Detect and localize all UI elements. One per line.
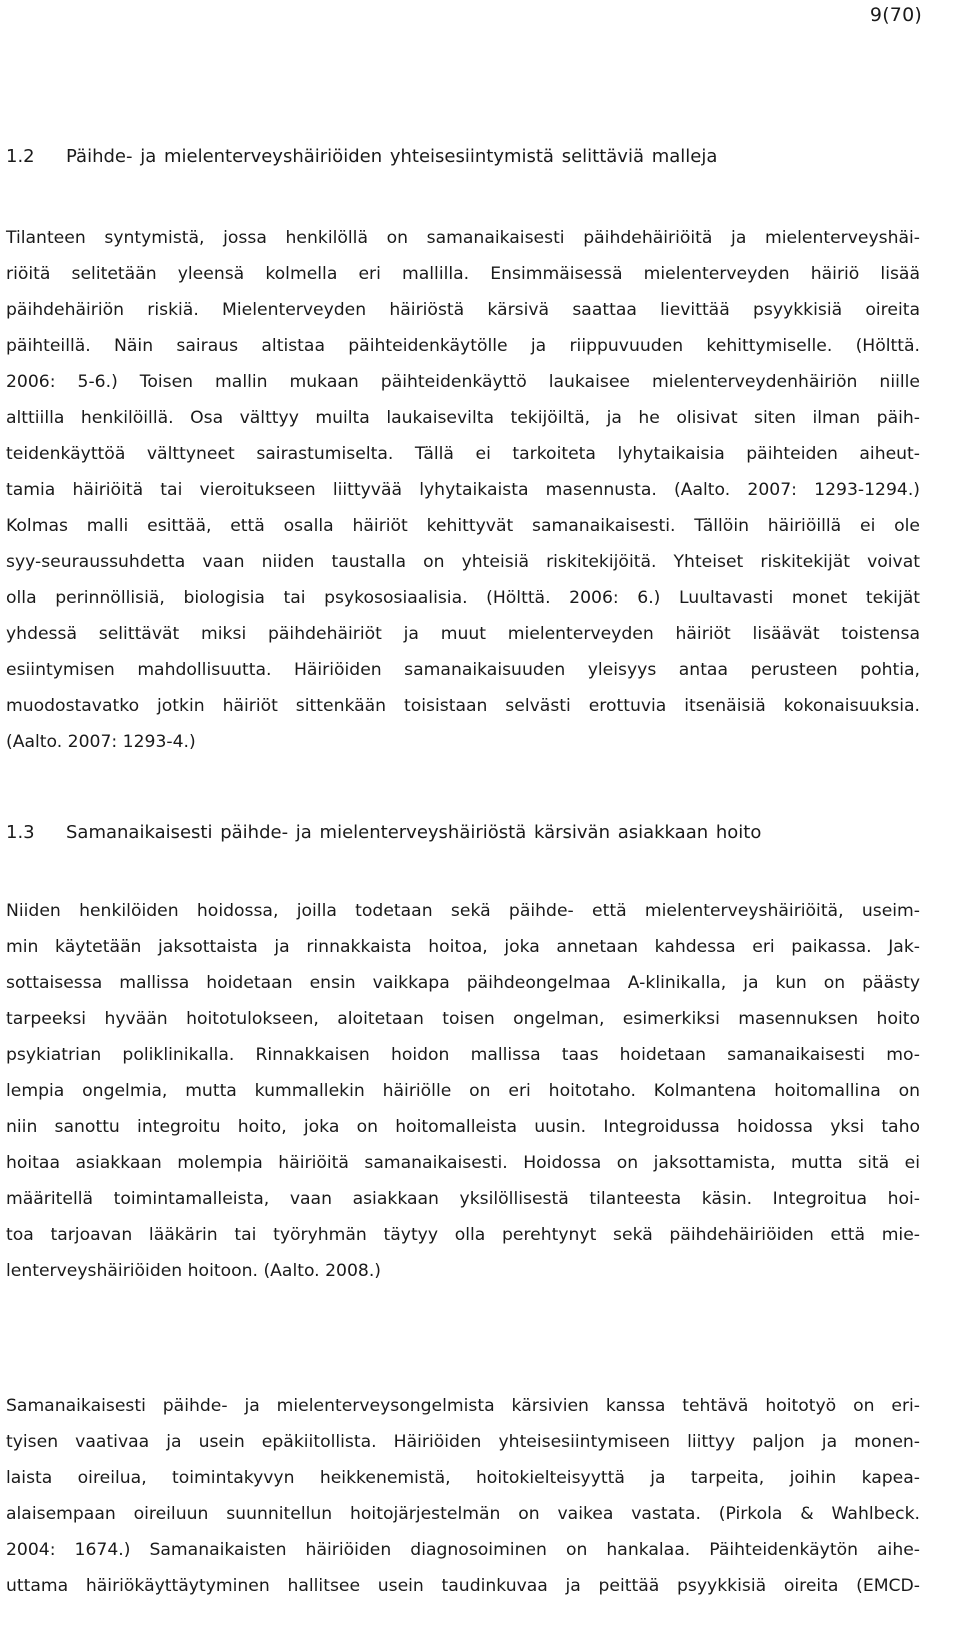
paragraph-1-2 bbox=[6, 220, 920, 760]
text-line: päihteillä. Näin sairaus altistaa päihteidenkäytölle ja riippuvuuden kehittymiselle. (Hölttä. bbox=[6, 336, 920, 356]
section-title: Päihde- ja mielenterveyshäiriöiden yhteisesiintymistä selittäviä malleja bbox=[66, 146, 718, 167]
text-line: Niiden henkilöiden hoidossa, joilla todetaan sekä päihde- että mielenterveyshäiriöitä, useim- bbox=[6, 901, 920, 921]
text-line: lempia ongelmia, mutta kummallekin häiriölle on eri hoitotaho. Kolmantena hoitomallina on bbox=[6, 1081, 920, 1101]
text-line: laista oireilua, toimintakyvyn heikkenemistä, hoitokielteisyyttä ja tarpeita, joihin kapea- bbox=[6, 1468, 920, 1488]
page-number: 9(70) bbox=[869, 4, 922, 26]
paragraph-1-3-a bbox=[6, 893, 920, 1289]
text-line: alttiilla henkilöillä. Osa välttyy muilta laukaisevilta tekijöiltä, ja he olisivat siten ilman päih- bbox=[6, 408, 920, 428]
text-line: yhdessä selittävät miksi päihdehäiriöt ja muut mielenterveyden häiriöt lisäävät toistensa bbox=[6, 624, 920, 644]
text-line: alaisempaan oireiluun suunnitellun hoitojärjestelmän on vaikea vastata. (Pirkola & Wahlbeck. bbox=[6, 1504, 920, 1524]
text-line: Samanaikaisesti päihde- ja mielenterveysongelmista kärsivien kanssa tehtävä hoitotyö on eri- bbox=[6, 1396, 920, 1416]
text-line: 2006: 5-6.) Toisen mallin mukaan päihteidenkäyttö laukaisee mielenterveydenhäiriön niille bbox=[6, 372, 920, 392]
text-line: olla perinnöllisiä, biologisia tai psykososiaalisia. (Hölttä. 2006: 6.) Luultavasti monet tekijät bbox=[6, 588, 920, 608]
text-line: tyisen vaativaa ja usein epäkiitollista. Häiriöiden yhteisesiintymiseen liittyy paljon ja monen- bbox=[6, 1432, 920, 1452]
section-number: 1.2 bbox=[6, 146, 35, 167]
text-line: psykiatrian poliklinikalla. Rinnakkaisen hoidon mallissa taas hoidetaan samanaikaisesti mo- bbox=[6, 1045, 920, 1065]
text-line: muodostavatko jotkin häiriöt sittenkään toisistaan selvästi erottuvia itsenäisiä kokonaisuuksia. bbox=[6, 696, 920, 716]
text-line: sottaisessa mallissa hoidetaan ensin vaikkapa päihdeongelmaa A-klinikalla, ja kun on päästy bbox=[6, 973, 920, 993]
text-line: tarpeeksi hyvään hoitotulokseen, aloitetaan toisen ongelman, esimerkiksi masennuksen hoito bbox=[6, 1009, 920, 1029]
text-line: Tilanteen syntymistä, jossa henkilöllä on samanaikaisesti päihdehäiriöitä ja mielenterveyshäi- bbox=[6, 228, 920, 248]
text-line: toa tarjoavan lääkärin tai työryhmän täytyy olla perehtynyt sekä päihdehäiriöiden että mie- bbox=[6, 1225, 920, 1245]
text-line: esiintymisen mahdollisuutta. Häiriöiden samanaikaisuuden yleisyys antaa perusteen pohtia, bbox=[6, 660, 920, 680]
section-number: 1.3 bbox=[6, 822, 35, 843]
text-line: min käytetään jaksottaista ja rinnakkaista hoitoa, joka annetaan kahdessa eri paikassa. Jak- bbox=[6, 937, 920, 957]
paragraph-1-3-b bbox=[6, 1388, 920, 1604]
text-line: uttama häiriökäyttäytyminen hallitsee usein taudinkuvaa ja peittää psyykkisiä oireita (EMCD- bbox=[6, 1576, 920, 1596]
text-line: (Aalto. 2007: 1293-4.) bbox=[6, 732, 196, 752]
text-line: lenterveyshäiriöiden hoitoon. (Aalto. 2008.) bbox=[6, 1261, 382, 1281]
text-line: 2004: 1674.) Samanaikaisten häiriöiden diagnosoiminen on hankalaa. Päihteidenkäytön aihe- bbox=[6, 1540, 920, 1560]
text-line: päihdehäiriön riskiä. Mielenterveyden häiriöstä kärsivä saattaa lievittää psyykkisiä oireita bbox=[6, 300, 920, 320]
text-line: niin sanottu integroitu hoito, joka on hoitomalleista uusin. Integroidussa hoidossa yksi taho bbox=[6, 1117, 920, 1137]
section-title: Samanaikaisesti päihde- ja mielenterveyshäiriöstä kärsivän asiakkaan hoito bbox=[66, 822, 762, 843]
text-line: tamia häiriöitä tai vieroitukseen liittyvää lyhytaikaista masennusta. (Aalto. 2007: 1293-1294.) bbox=[6, 480, 920, 500]
text-line: Kolmas malli esittää, että osalla häiriöt kehittyvät samanaikaisesti. Tällöin häiriöillä ei ole bbox=[6, 516, 920, 536]
text-line: syy-seuraussuhdetta vaan niiden taustalla on yhteisiä riskitekijöitä. Yhteiset riskitekijät voivat bbox=[6, 552, 920, 572]
text-line: määritellä toimintamalleista, vaan asiakkaan yksilöllisestä tilanteesta käsin. Integroitua hoi- bbox=[6, 1189, 920, 1209]
text-line: riöitä selitetään yleensä kolmella eri mallilla. Ensimmäisessä mielenterveyden häiriö lisää bbox=[6, 264, 920, 284]
text-line: teidenkäyttöä välttyneet sairastumiselta. Tällä ei tarkoiteta lyhytaikaisia päihteiden aiheut- bbox=[6, 444, 920, 464]
text-line: hoitaa asiakkaan molempia häiriöitä samanaikaisesti. Hoidossa on jaksottamista, mutta sitä ei bbox=[6, 1153, 920, 1173]
